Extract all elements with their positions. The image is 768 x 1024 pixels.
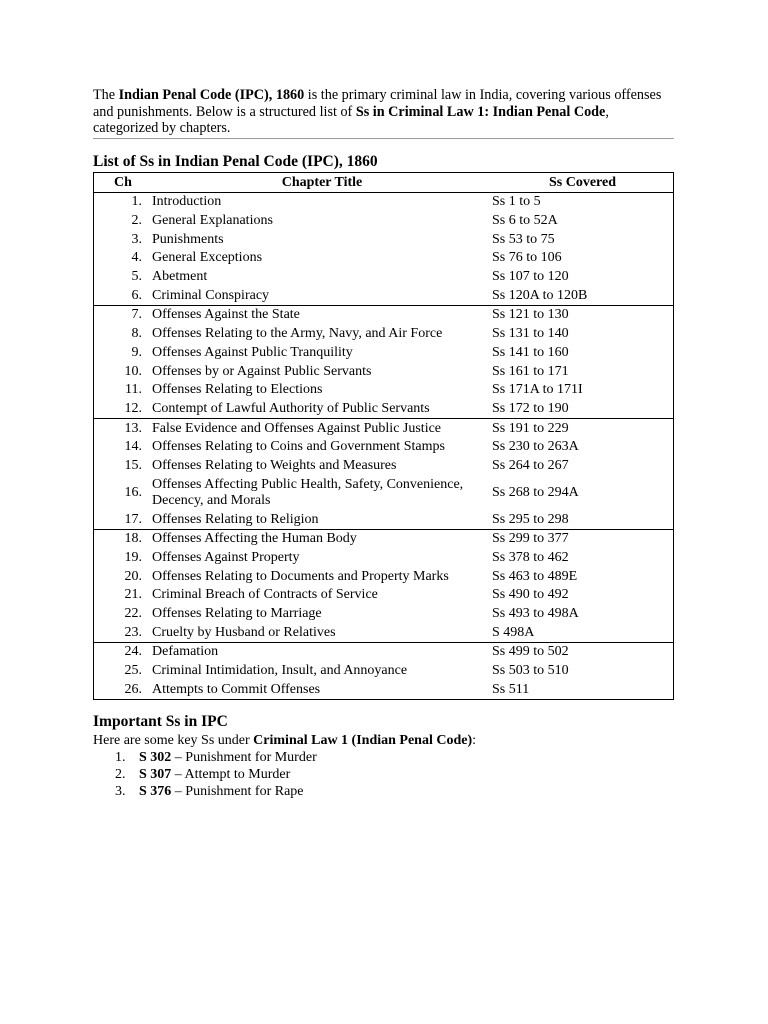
- chapter-title: Offenses Relating to Marriage: [152, 606, 322, 622]
- table-row: [94, 530, 674, 549]
- sections-covered: Ss 141 to 160: [492, 344, 569, 360]
- table-row: [94, 681, 674, 700]
- chapter-number: 14.: [124, 439, 142, 455]
- chapter-number: 21.: [124, 587, 142, 603]
- chapter-number: 3.: [131, 231, 142, 247]
- list-item-number: 2.: [115, 767, 126, 782]
- chapter-number: 16.: [124, 484, 142, 500]
- chapter-title: False Evidence and Offenses Against Public Justice: [152, 419, 492, 438]
- chapter-number: 7.: [94, 306, 153, 325]
- chapter-number: 22.: [124, 606, 142, 622]
- chapter-number: 15.: [124, 457, 142, 473]
- table-row: [94, 438, 674, 457]
- chapter-title: Offenses Relating to Weights and Measures: [152, 457, 397, 473]
- table-row: [94, 400, 674, 419]
- section-description: – Punishment for Murder: [171, 750, 317, 765]
- sections-covered: Ss 1 to 5: [492, 194, 541, 210]
- ipc-chapters-table: [93, 172, 674, 700]
- chapter-number: 26.: [124, 681, 142, 697]
- chapter-number: 2.: [131, 213, 142, 229]
- table-row: [94, 419, 674, 438]
- important-intro-text: Here are some key Ss under: [93, 733, 254, 748]
- section-number: S 307: [139, 767, 172, 782]
- chapter-title: Defamation: [152, 643, 492, 662]
- table-row: [94, 306, 674, 325]
- table-row: [94, 457, 674, 476]
- table-row: [94, 193, 674, 212]
- sections-covered: Ss 230 to 263A: [492, 439, 579, 455]
- table-row: [94, 475, 674, 510]
- table-row: [94, 212, 674, 231]
- sections-covered: Ss 161 to 171: [492, 363, 569, 379]
- section-description: – Punishment for Rape: [171, 784, 304, 799]
- chapter-number: 4.: [131, 250, 142, 266]
- chapter-title: Punishments: [152, 231, 224, 247]
- important-sections-list: [93, 749, 317, 800]
- chapter-title: Cruelty by Husband or Relatives: [152, 624, 336, 640]
- table-row: [94, 643, 674, 662]
- chapter-title: Attempts to Commit Offenses: [152, 681, 321, 697]
- chapter-number: 20.: [124, 568, 142, 584]
- table-row: [94, 268, 674, 287]
- table-row: [94, 549, 674, 568]
- table-row: [94, 510, 674, 529]
- intro-paragraph: [93, 87, 674, 137]
- table-header-row: [94, 173, 674, 193]
- chapter-number: 17.: [124, 511, 142, 527]
- chapter-number: 24.: [94, 643, 153, 662]
- table-row: [94, 344, 674, 363]
- sections-covered: Ss 76 to 106: [492, 250, 562, 266]
- chapter-title: Offenses Against Property: [152, 550, 300, 566]
- list-item: [93, 749, 317, 766]
- chapter-number: 13.: [94, 419, 153, 438]
- section-number: S 302: [139, 750, 172, 765]
- table-row: [94, 623, 674, 642]
- chapter-number: 1.: [131, 194, 142, 210]
- chapter-number: 5.: [131, 269, 142, 285]
- sections-covered: Ss 503 to 510: [492, 663, 569, 679]
- chapter-title: Offenses Affecting Public Health, Safety, Convenience, Decency, and Morals: [152, 476, 464, 508]
- list-item: [93, 783, 317, 800]
- chapter-title: Offenses Relating to Documents and Property Marks: [152, 568, 449, 584]
- chapter-number: 18.: [94, 530, 153, 549]
- intro-text-2: is the primary criminal law in India, covering various offenses and punishments. Below is a structured list of: [93, 87, 662, 120]
- chapter-title: General Explanations: [152, 213, 273, 229]
- sections-covered: Ss 511: [492, 681, 530, 697]
- sections-covered: Ss 171A to 171I: [492, 382, 583, 398]
- sections-covered: Ss 120A to 120B: [492, 287, 588, 303]
- chapter-number: 9.: [131, 344, 142, 360]
- chapter-title: Abetment: [152, 269, 208, 285]
- list-heading: List of Ss in Indian Penal Code (IPC), 1860: [93, 153, 378, 170]
- horizontal-rule: [93, 138, 674, 139]
- sections-covered: Ss 172 to 190: [492, 400, 569, 416]
- chapter-title: Contempt of Lawful Authority of Public Servants: [152, 400, 430, 416]
- sections-covered: Ss 121 to 130: [492, 306, 674, 325]
- sections-covered: Ss 463 to 489E: [492, 568, 578, 584]
- table-row: [94, 362, 674, 381]
- intro-text-1: The: [93, 87, 119, 103]
- table-body: [94, 193, 674, 700]
- chapter-title: Criminal Conspiracy: [152, 287, 270, 303]
- sections-covered: Ss 493 to 498A: [492, 606, 579, 622]
- sections-covered: Ss 131 to 140: [492, 326, 569, 342]
- chapter-number: 25.: [124, 663, 142, 679]
- section-description: – Attempt to Murder: [171, 767, 291, 782]
- chapter-title: General Exceptions: [152, 250, 263, 266]
- sections-covered: Ss 499 to 502: [492, 643, 674, 662]
- chapter-title: Offenses Relating to Religion: [152, 511, 319, 527]
- table-row: [94, 662, 674, 681]
- chapter-number: 8.: [131, 326, 142, 342]
- intro-bold-ipc: Indian Penal Code (IPC), 1860: [118, 87, 305, 103]
- chapter-title: Offenses Relating to Elections: [152, 382, 323, 398]
- header-chapter-title: Chapter Title: [152, 173, 492, 193]
- sections-covered: Ss 53 to 75: [492, 231, 555, 247]
- list-item-number: 3.: [115, 784, 126, 799]
- header-ss-covered: Ss Covered: [492, 173, 674, 193]
- chapter-title: Offenses Affecting the Human Body: [152, 530, 492, 549]
- important-intro-bold: Criminal Law 1 (Indian Penal Code): [253, 733, 473, 748]
- intro-text-3: , categorized by chapters.: [93, 103, 609, 137]
- sections-covered: Ss 264 to 267: [492, 457, 569, 473]
- sections-covered: S 498A: [492, 624, 535, 640]
- table-row: [94, 605, 674, 624]
- chapter-title: Introduction: [152, 194, 222, 210]
- sections-covered: Ss 191 to 229: [492, 419, 674, 438]
- sections-covered: Ss 107 to 120: [492, 269, 569, 285]
- section-number: S 376: [139, 784, 172, 799]
- sections-covered: Ss 490 to 492: [492, 587, 569, 603]
- important-heading: Important Ss in IPC: [93, 713, 228, 730]
- chapter-number: 11.: [125, 382, 142, 398]
- chapter-number: 23.: [124, 624, 142, 640]
- important-intro-colon: :: [472, 733, 477, 748]
- table-row: [94, 381, 674, 400]
- header-ch: Ch: [94, 173, 153, 193]
- sections-covered: Ss 268 to 294A: [492, 484, 579, 500]
- chapter-title: Offenses by or Against Public Servants: [152, 363, 372, 379]
- table-row: [94, 586, 674, 605]
- intro-bold-ss: Ss in Criminal Law 1: Indian Penal Code: [355, 103, 606, 120]
- chapter-number: 12.: [124, 400, 142, 416]
- sections-covered: Ss 299 to 377: [492, 530, 674, 549]
- chapter-number: 19.: [124, 550, 142, 566]
- list-item-number: 1.: [115, 750, 126, 765]
- table-row: [94, 230, 674, 249]
- sections-covered: Ss 6 to 52A: [492, 213, 558, 229]
- chapter-number: 10.: [124, 363, 142, 379]
- table-row: [94, 325, 674, 344]
- chapter-number: 6.: [131, 287, 142, 303]
- chapter-title: Offenses Against Public Tranquility: [152, 344, 353, 360]
- table-row: [94, 249, 674, 268]
- table-row: [94, 567, 674, 586]
- chapter-title: Criminal Breach of Contracts of Service: [152, 587, 378, 603]
- sections-covered: Ss 378 to 462: [492, 550, 569, 566]
- chapter-title: Offenses Relating to Coins and Government Stamps: [152, 439, 445, 455]
- sections-covered: Ss 295 to 298: [492, 511, 569, 527]
- chapter-title: Offenses Relating to the Army, Navy, and Air Force: [152, 326, 443, 342]
- chapter-title: Criminal Intimidation, Insult, and Annoyance: [152, 663, 408, 679]
- table-row: [94, 286, 674, 305]
- chapter-title: Offenses Against the State: [152, 306, 492, 325]
- list-item: [93, 766, 317, 783]
- important-intro: [93, 732, 476, 749]
